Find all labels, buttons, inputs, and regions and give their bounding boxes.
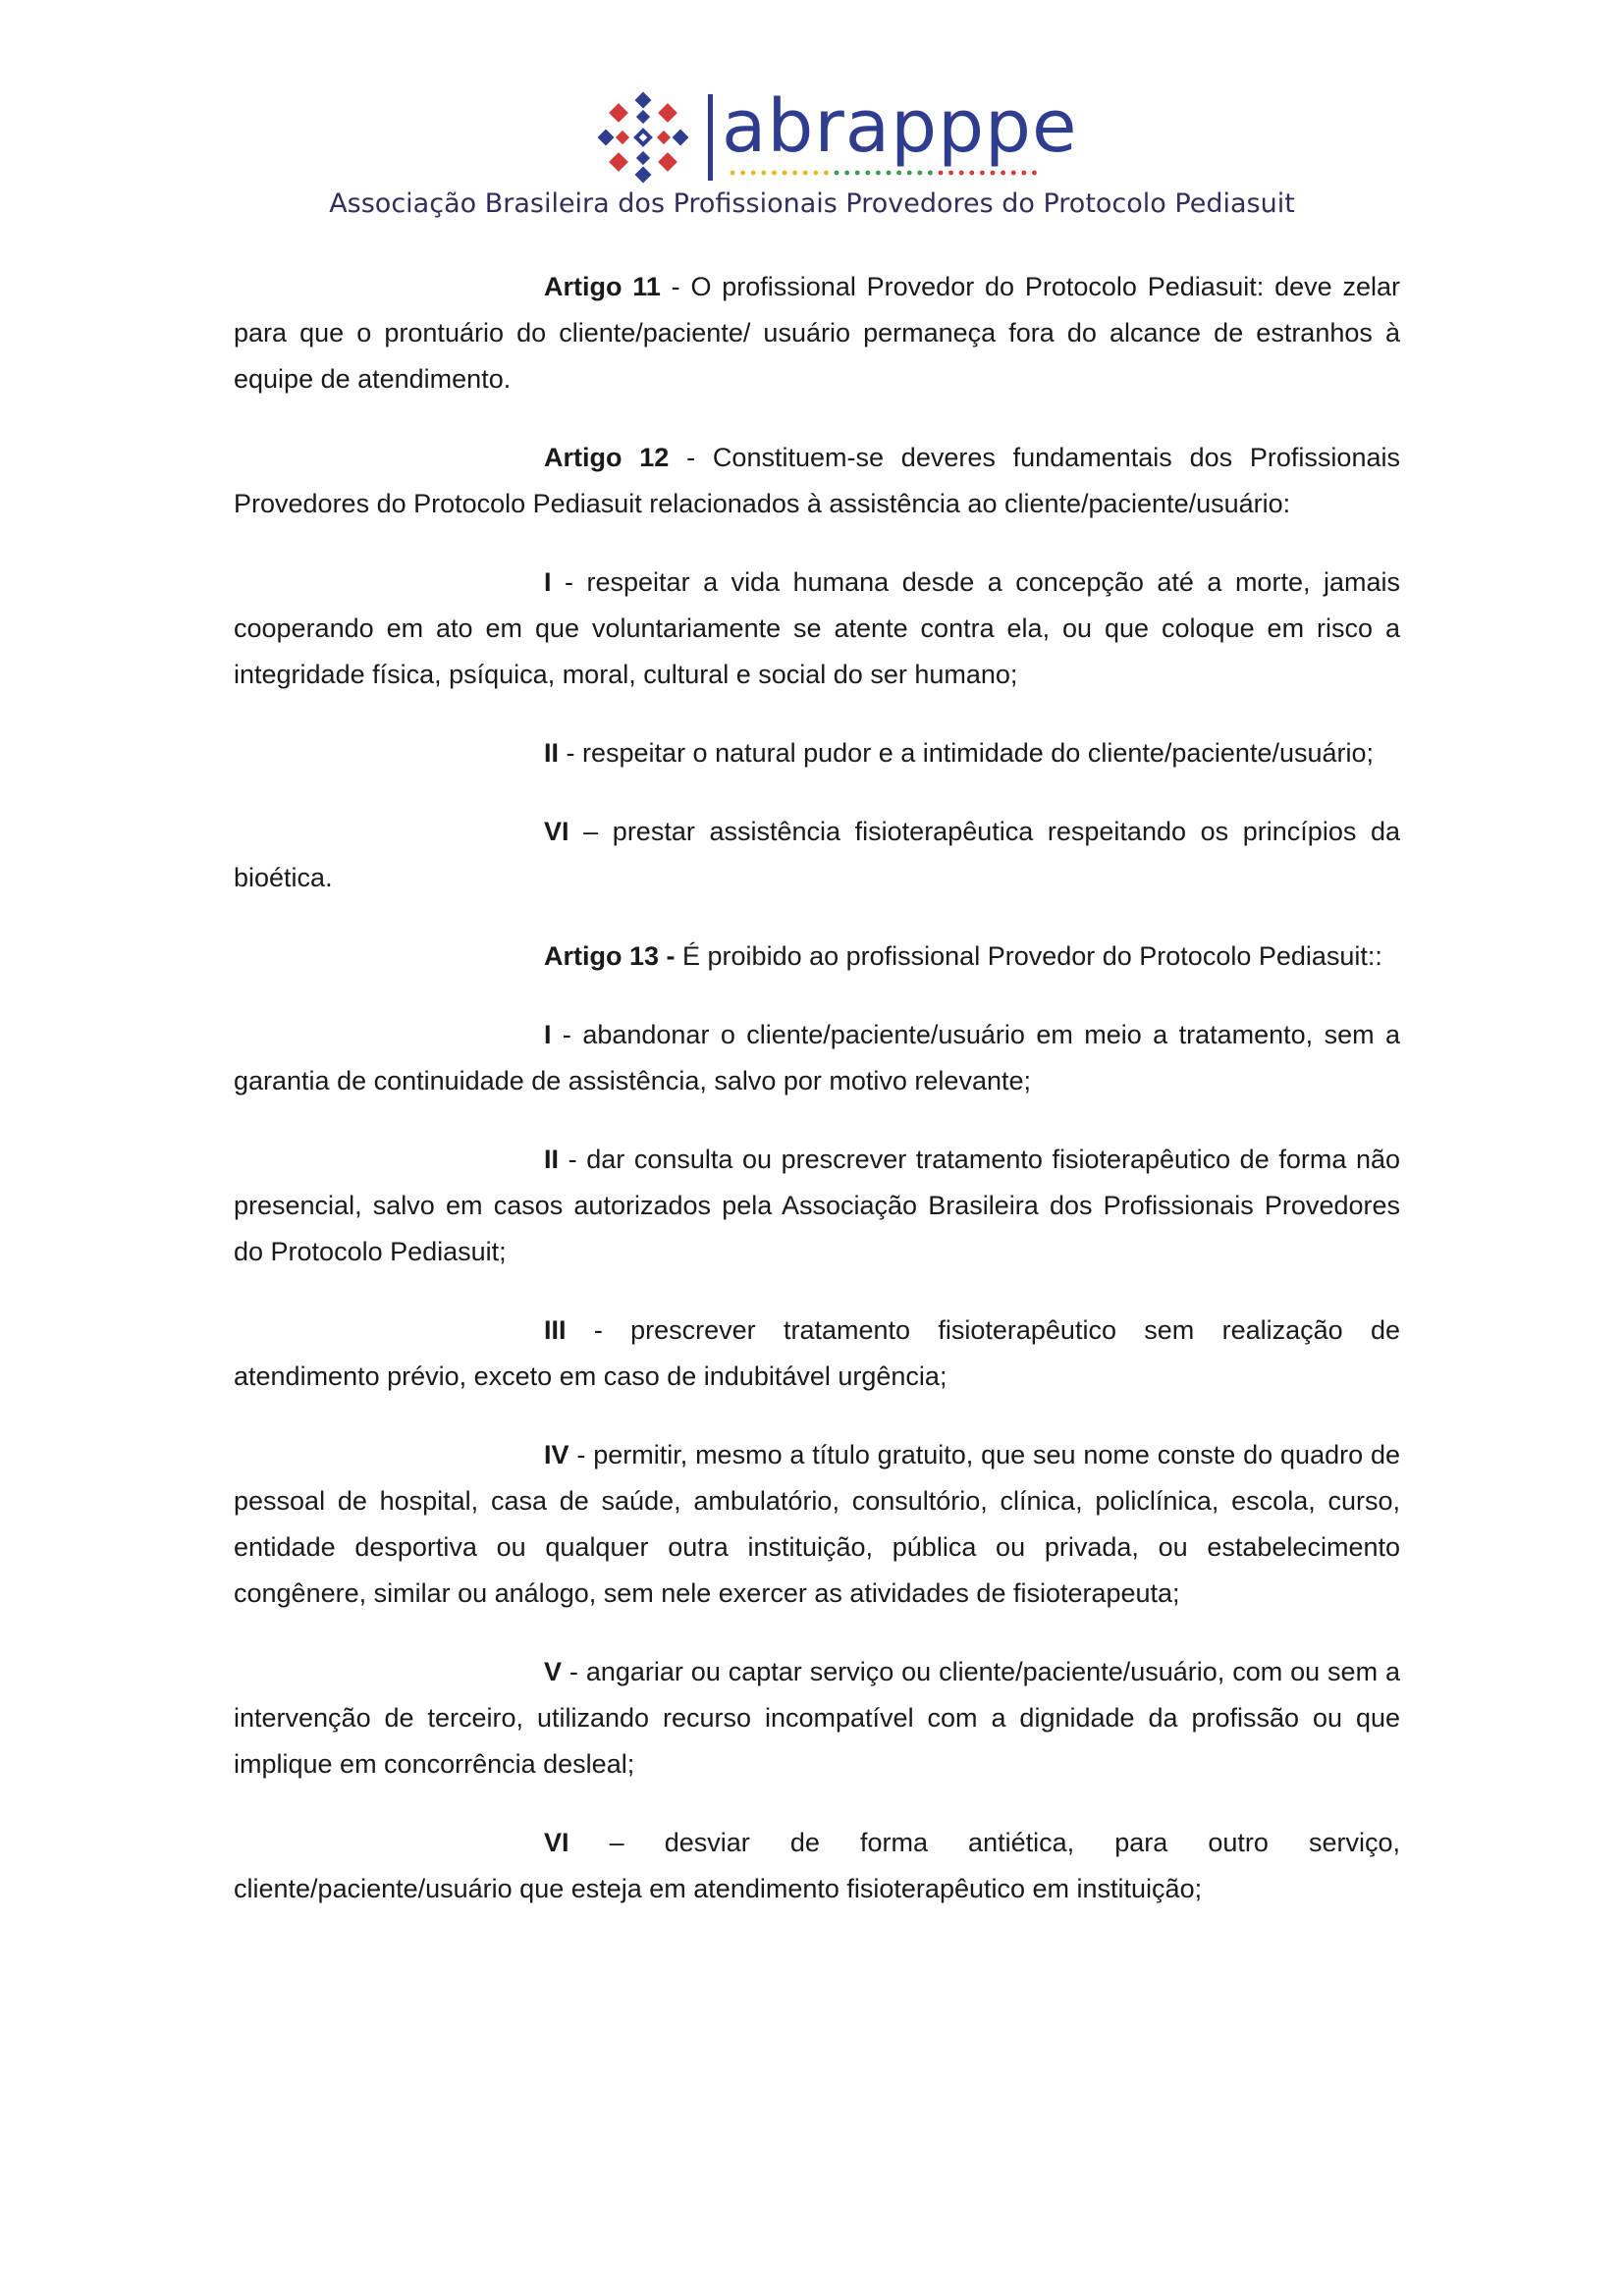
paragraph-lead: VI	[544, 817, 569, 846]
paragraph-text: – desviar de forma antiética, para outro serviço, cliente/paciente/usuário que esteja em atendimento fisioterapêutico em instituição;	[234, 1828, 1400, 1903]
paragraph-lead: V	[544, 1657, 563, 1686]
article-paragraph	[234, 1432, 1400, 1617]
association-name: Associação Brasileira dos Profissionais Provedores do Protocolo Pediasuit	[329, 188, 1295, 219]
paragraph-text: - prescrever tratamento fisioterapêutico sem realização de atendimento prévio, exceto em caso de indubitável urgência;	[234, 1315, 1400, 1391]
paragraph-text: - angariar ou captar serviço ou cliente/paciente/usuário, com ou sem a intervenção de terceiro, utilizando recurso incompatível com a dignidade da profissão ou que implique em concorrência desleal;	[234, 1657, 1400, 1779]
article-paragraph	[234, 730, 1400, 776]
page-header	[0, 84, 1624, 236]
paragraph-lead: Artigo 11	[544, 272, 661, 301]
paragraph-text: - O profissional Provedor do Protocolo Pediasuit: deve zelar para que o prontuário do cliente/paciente/ usuário permaneça fora do alcance de estranhos à equipe de atendimento.	[234, 272, 1400, 394]
paragraph-text: - abandonar o cliente/paciente/usuário em meio a tratamento, sem a garantia de continuidade de assistência, salvo por motivo relevante;	[234, 1020, 1400, 1095]
article-paragraph	[234, 264, 1400, 402]
logo-wordmark: abrapppe	[722, 84, 1078, 169]
paragraph-lead: II	[544, 1145, 560, 1174]
article-paragraph	[234, 934, 1400, 980]
article-paragraph	[234, 1012, 1400, 1104]
paragraph-text: - permitir, mesmo a título gratuito, que seu nome conste do quadro de pessoal de hospital, casa de saúde, ambulatório, consultório, clínica, policlínica, escola, curso, entidade desportiva ou qualquer outra instituição, pública ou privada, ou estabelecimento congênere, similar ou análogo, sem nele exercer as atividades de fisioterapeuta;	[234, 1440, 1400, 1608]
paragraph-lead: Artigo 13 -	[544, 941, 676, 971]
document-body	[234, 264, 1400, 1945]
abrapppe-logo	[589, 84, 1078, 187]
logo-dotted-underline	[729, 169, 1041, 177]
paragraph-lead: Artigo 12	[544, 443, 670, 472]
article-paragraph	[234, 1649, 1400, 1788]
article-paragraph	[234, 560, 1400, 698]
article-paragraph	[234, 1820, 1400, 1912]
article-paragraph	[234, 1308, 1400, 1400]
article-paragraph	[234, 435, 1400, 527]
snowflake-emblem-icon	[589, 88, 697, 187]
paragraph-lead: II	[544, 738, 560, 768]
paragraph-text: - Constituem-se deveres fundamentais dos Profissionais Provedores do Protocolo Pediasuit relacionados à assistência ao cliente/paciente/usuário:	[234, 443, 1400, 518]
paragraph-text: – prestar assistência fisioterapêutica respeitando os princípios da bioética.	[234, 817, 1400, 892]
paragraph-text: É proibido ao profissional Provedor do Protocolo Pediasuit::	[675, 941, 1382, 971]
paragraph-text: - respeitar a vida humana desde a concepção até a morte, jamais cooperando em ato em que voluntariamente se atente contra ela, ou que coloque em risco a integridade física, psíquica, moral, cultural e social do ser humano;	[234, 567, 1400, 689]
paragraph-text: - respeitar o natural pudor e a intimidade do cliente/paciente/usuário;	[559, 738, 1375, 768]
paragraph-lead: I	[544, 567, 552, 597]
paragraph-text: - dar consulta ou prescrever tratamento fisioterapêutico de forma não presencial, salvo em casos autorizados pela Associação Brasileira dos Profissionais Provedores do Protocolo Pediasuit;	[234, 1145, 1400, 1266]
article-paragraph	[234, 809, 1400, 901]
article-paragraph	[234, 1137, 1400, 1275]
paragraph-lead: VI	[544, 1828, 569, 1857]
logo-divider	[708, 94, 713, 181]
paragraph-lead: III	[544, 1315, 567, 1345]
paragraph-lead: IV	[544, 1440, 569, 1469]
paragraph-lead: I	[544, 1020, 552, 1049]
